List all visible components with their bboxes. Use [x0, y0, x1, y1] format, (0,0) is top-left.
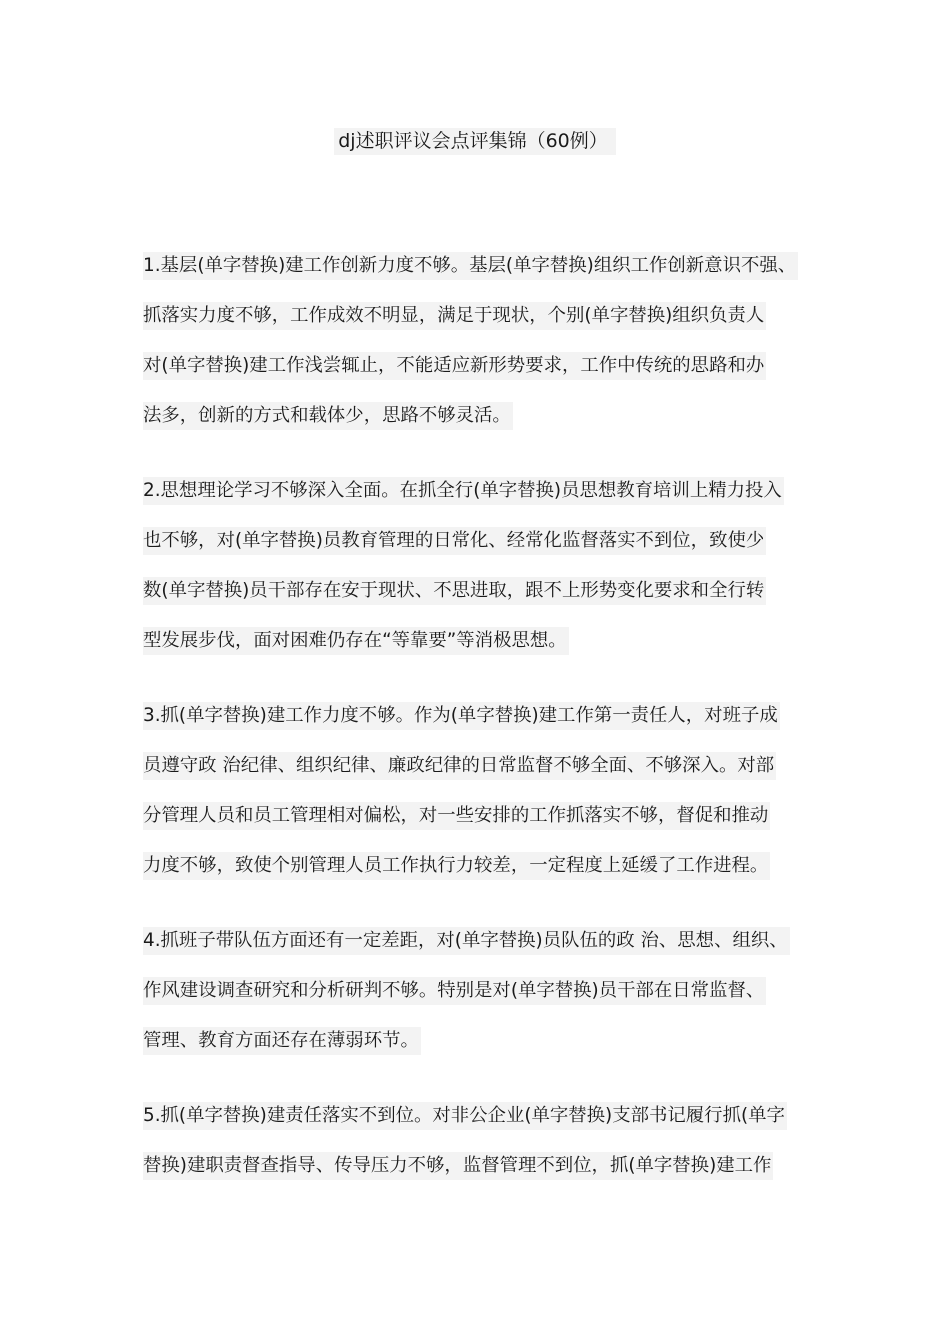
- paragraph-line: 员遵守政 治纪律、组织纪律、廉政纪律的日常监督不够全面、不够深入。对部: [143, 747, 823, 797]
- paragraph-line: 2.思想理论学习不够深入全面。在抓全行(单字替换)员思想教育培训上精力投入: [143, 472, 823, 522]
- paragraph-line: 数(单字替换)员干部存在安于现状、不思进取，跟不上形势变化要求和全行转: [143, 572, 823, 622]
- paragraph-line: 型发展步伐，面对困难仍存在“等靠要”等消极思想。: [143, 622, 823, 672]
- paragraph-line: 作风建设调查研究和分析研判不够。特别是对(单字替换)员干部在日常监督、: [143, 972, 823, 1022]
- paragraph-line: 也不够，对(单字替换)员教育管理的日常化、经常化监督落实不到位，致使少: [143, 522, 823, 572]
- paragraph-line: 5.抓(单字替换)建责任落实不到位。对非公企业(单字替换)支部书记履行抓(单字: [143, 1097, 823, 1147]
- paragraph-2: [143, 472, 823, 672]
- document-title: [0, 126, 950, 156]
- paragraph-line: 法多，创新的方式和载体少，思路不够灵活。: [143, 397, 823, 447]
- paragraph-line: 分管理人员和员工管理相对偏松，对一些安排的工作抓落实不够，督促和推动: [143, 797, 823, 847]
- paragraph-line: 力度不够，致使个别管理人员工作执行力较差，一定程度上延缓了工作进程。: [143, 847, 823, 897]
- paragraph-line: 3.抓(单字替换)建工作力度不够。作为(单字替换)建工作第一责任人，对班子成: [143, 697, 823, 747]
- paragraph-line: 4.抓班子带队伍方面还有一定差距，对(单字替换)员队伍的政 治、思想、组织、: [143, 922, 823, 972]
- paragraph-5: [143, 1097, 823, 1197]
- paragraph-line: 抓落实力度不够，工作成效不明显，满足于现状，个别(单字替换)组织负责人: [143, 297, 823, 347]
- paragraph-line: 对(单字替换)建工作浅尝辄止，不能适应新形势要求，工作中传统的思路和办: [143, 347, 823, 397]
- paragraph-line: 管理、教育方面还存在薄弱环节。: [143, 1022, 823, 1072]
- document-body: [143, 247, 823, 1222]
- document-title-text: dj述职评议会点评集锦（60例）: [334, 128, 616, 155]
- paragraph-1: [143, 247, 823, 447]
- paragraph-line: 替换)建职责督查指导、传导压力不够，监督管理不到位，抓(单字替换)建工作: [143, 1147, 823, 1197]
- paragraph-line: 1.基层(单字替换)建工作创新力度不够。基层(单字替换)组织工作创新意识不强、: [143, 247, 823, 297]
- paragraph-3: [143, 697, 823, 897]
- paragraph-4: [143, 922, 823, 1072]
